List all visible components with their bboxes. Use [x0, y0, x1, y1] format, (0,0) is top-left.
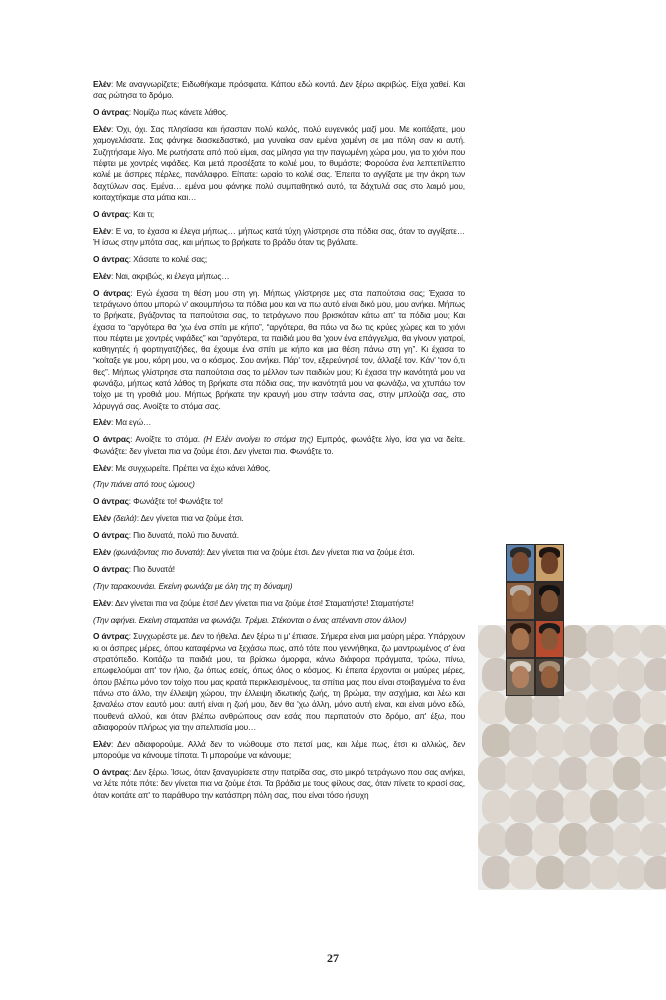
faded-face [478, 691, 507, 724]
line-text: : Δεν γίνεται πια να ζούμε έτσι! Δεν γίνεται πια να ζούμε έτσι! Σταματήστε! Σταματήστε! [111, 597, 414, 608]
speaker-name: Ο άντρας [93, 253, 129, 264]
line-text: : Νομίζω πως κάνετε λάθος. [128, 107, 229, 118]
line-text: : Φωνάξτε το! Φωνάξτε το! [128, 496, 223, 507]
portrait-photo [536, 545, 563, 581]
stage-direction: (φωνάζοντας πιο δυνατά) [111, 547, 203, 557]
faded-face [478, 757, 507, 790]
dialogue-line [93, 226, 465, 249]
speaker-name: Ελέν [93, 124, 112, 135]
portrait-photo [507, 659, 534, 695]
dialogue-line [93, 288, 465, 412]
speaker-name: Ο άντρας [93, 208, 129, 219]
line-text: : Μα εγώ… [111, 417, 152, 428]
faded-face [640, 823, 666, 856]
faded-face [478, 625, 507, 658]
line-text: : Εγώ έχασα τη θέση μου στη γη. Μήπως γλίστρησε μες στα παπούτσια σας; Έχασα το τετράγωνο όπου μπορώ ν' ακουμπήσω τα πόδια μου και να πω αυτό είναι δικό μου, μου ανήκει. Μήπως το βρήκατε, βγάζοντας τα παπούτσια σας, το τετράγωνο που βρισκόταν κάτω απ' τα πόδια μου; Και έχασα το “αργότερα θα 'χω ένα σπίτι με κήπο”, “αργότερα, θα πάω να δω τις κρύες χώρες και το χιόνι που πέφτει με χοντρές νιφάδες” και “αργότερα, τα παιδιά μου θα 'χουν ένα επάγγελμα, θα γίνουν γιατροί, καθηγητές ή φορτηγατζήδες, θα έχουμε ένα σπίτι με κήπο και μια θέση πάνω στη γη”. Κι έχασα το “κοίταξε γιε μου, κόρη μου, να ο κόσμος. Σου ανήκει. Πάρ' τον, εξερεύνησέ τον, άλλαξέ τον. Κάν' 'τον ό,τι θες”. Μήπως γλίστρησε στα παπούτσια σας το μέλλον των παιδιών μου; Κι έχασα την ικανότητά μου να φωνάζω, μήπως κατά λάθος τη βρήκατε στα πόδια σας, την ικανότητά μου να φωνάζω, να χτυπάω τον τοίχο με τη γροθιά μου. Μήπως βρήκατε την κραυγή μου στην τσάντα σας, στην μπλούζα σας, στο λάρυγγά σας. Ανοίξτε το στόμα σας. [93, 287, 465, 411]
page-number: 27 [327, 951, 339, 965]
faded-face [586, 823, 615, 856]
faded-face [509, 724, 538, 757]
line-text: Εμπρός, φωνάξτε λίγο, ίσα για να δείτε. Φωνάξτε: δεν γίνεται πια να ζούμε έτσι. Δεν γίνεται πια. Φωνάξτε το. [93, 434, 466, 456]
line-text: : Δεν γίνεται πια να ζούμε έτσι. Δεν γίνεται πια να ζούμε έτσι. [202, 547, 415, 557]
speaker-name: Ο άντρας [93, 631, 129, 642]
faded-face [617, 724, 646, 757]
speaker-name: Ελέν [93, 597, 112, 608]
dialogue-line [93, 739, 465, 762]
faded-face [617, 658, 646, 691]
dialogue-line [93, 254, 465, 265]
faded-face [563, 856, 592, 889]
faded-face [617, 856, 646, 889]
portrait-strip-image [506, 544, 564, 696]
faded-face [613, 625, 642, 658]
dialogue-line [93, 547, 465, 558]
speaker-name: Ο άντρας [93, 287, 131, 298]
portrait-photo [536, 583, 563, 619]
faded-face [590, 658, 619, 691]
dialogue-line [93, 434, 465, 457]
line-text: : Δεν αδιαφορούμε. Αλλά δεν το νιώθουμε στο πετσί μας, και λέμε πως, έτσι κι αλλιώς, δεν μπορούμε να κάνουμε τίποτα. Τι μπορούμε να κάνουμε; [93, 738, 465, 761]
dialogue-line [93, 598, 465, 609]
line-text: : Χάσατε το κολιέ σας; [128, 253, 208, 264]
dialogue-line [93, 767, 465, 801]
dialogue-line [93, 271, 465, 282]
faded-face [644, 724, 666, 757]
faded-face [613, 823, 642, 856]
faded-face [590, 856, 619, 889]
dialogue-line [93, 463, 465, 474]
dialogue-line [93, 564, 465, 575]
faded-face [482, 790, 511, 823]
portrait-photo [536, 621, 563, 657]
line-text: : Πιο δυνατά! [128, 563, 175, 574]
faded-face [536, 790, 565, 823]
line-text: : Ανοίξτε το στόμα. [130, 434, 204, 445]
dialogue-line [93, 79, 465, 102]
line-text: : Συγχωρέστε με. Δεν το ήθελα. Δεν ξέρω τι μ' έπιασε. Σήμερα είναι μια μαύρη μέρα. Υπάρχουν κι οι άσπρες μέρες, όπου καταφέρνω να ξεχάσω πως, από τότε που γεννήθηκα, ζω μαντρωμένος σ' ένα στρατόπεδο. Κοιτάζω τα παιδιά μου, τα βρίσκω όμορφα, κάνω διάφορα πράγματα, τρώω, πίνω, επωφελούμαι απ' τον ήλιο, ζω όπως εσείς, όπως όλος ο κόσμος. Κι έπειτα έρχονται οι μαύρες μέρες, όπου βλέπω μόνο τον τοίχο που μας κρατά περικλεισμένους, τα σπίτια μας που είναι στοιβαγμένα το ένα πάνω στο άλλο, την έλλειψη χώρου, την έλλειψη ιδιωτικής ζωής, τη βρώμα, την ασχήμια, και λέω και ξαναλέω στον εαυτό μου: αυτή είναι η ζωή μου, δεν θα 'χω άλλη, μόνο αυτή είναι, και είναι μόνο εδώ, πουθενά αλλού, και όταν βλέπω ανθρώπους σαν εσάς που περπατούν στο δρόμο, απ' έξω, που αδιαφορούν πλήρως για την απελπισία μου… [93, 631, 465, 732]
stage-direction: (Την ταρακουνάει. Εκείνη φωνάζει με όλη της τη δύναμη) [93, 580, 293, 591]
dialogue-line [93, 209, 465, 220]
speaker-name: Ελέν [93, 462, 112, 473]
faded-face [478, 823, 507, 856]
faded-face [644, 790, 666, 823]
faded-face [613, 757, 642, 790]
faded-face [617, 790, 646, 823]
portrait-photo [507, 545, 534, 581]
line-text: : Όχι, όχι. Σας πλησίασα και ήσασταν πολύ καλός, πολύ ευγενικός μαζί μου. Με κοιτάξατε, μου χαμογελάσατε. Σας φάνηκε διασκεδαστικό, μια γυναίκα σαν εμένα χαμένη σε μια πόλη σαν κι αυτή. Συζητήσαμε λίγο. Με ρωτήσατε από πού είμαι, σας μίλησα για την παγωμένη χώρα μου, για το χιόνι που πέφτει με χοντρές νιφάδες. Και μετά προσέξατε το κολιέ μου, το θυμάστε; Φορούσα ένα λεπτεπίλεπτο κολιέ με άσπρες πέρλες, πανάλαφρο. Είπατε: ωραίο το κολιέ σας. Έπειτα το αγγίξατε με την άκρη των δαχτύλων σας. Εμένα… εμένα μου φάνηκε πολύ συμπαθητικό αυτό, τα δάχτυλά σας στο λαιμό μου, κοιταχτήκαμε στα μάτια και… [93, 124, 465, 202]
faded-face [536, 856, 565, 889]
line-text: : Ε να, το έχασα κι έλεγα μήπως… μήπως κατά τύχη γλίστρησε στα πόδια σας, όταν το αγγίξατε… Ή ίσως στην μπότα σας, και μήπως το βρήκατε το βράδυ όταν τις βγάλατε. [93, 225, 465, 247]
faded-face [586, 757, 615, 790]
faded-face [590, 724, 619, 757]
faded-face [586, 691, 615, 724]
play-script [93, 79, 465, 806]
faded-face [640, 691, 666, 724]
stage-direction: (δειλά) [111, 513, 137, 524]
line-text: : Ναι, ακριβώς, κι έλεγα μήπως… [111, 270, 230, 281]
faded-face [532, 757, 561, 790]
speaker-name: Ο άντρας [93, 434, 131, 445]
faded-face [640, 757, 666, 790]
faded-face [563, 724, 592, 757]
dialogue-line [93, 496, 465, 507]
line-text: : Και τι; [128, 208, 155, 219]
dialogue-line [93, 107, 465, 118]
portrait-photo [536, 659, 563, 695]
faded-face [644, 856, 666, 889]
faded-face [509, 856, 538, 889]
speaker-name: Ο άντρας [93, 766, 129, 777]
speaker-name: Ελέν [93, 738, 112, 749]
speaker-name: Ελέν [93, 79, 112, 89]
stage-direction: (Την αφήνει. Εκείνη σταματάει να φωνάζει. Τρέμει. Στέκονται ο ένας απέναντι στον άλλον) [93, 614, 407, 625]
speaker-name: Ελέν [93, 417, 112, 428]
faded-face [644, 658, 666, 691]
stage-direction: (Την πιάνει από τους ώμους) [93, 479, 195, 490]
faded-face [640, 625, 666, 658]
faded-face [536, 724, 565, 757]
dialogue-line [93, 513, 465, 524]
faded-face [590, 790, 619, 823]
line-text: : Με συγχωρείτε. Πρέπει να έχω κάνει λάθος. [111, 462, 271, 473]
line-text: : Με αναγνωρίζετε; Ειδωθήκαμε πρόσφατα. Κάπου εδώ κοντά. Δεν ξέρω ακριβώς. Είχα χαθεί. Και σας ρώτησα το δρόμο. [93, 79, 465, 101]
speaker-name: Ο άντρας [93, 563, 129, 574]
faded-face [505, 823, 534, 856]
faded-face [559, 823, 588, 856]
line-text: : Δεν ξέρω. Ίσως, όταν ξαναγυρίσετε στην πατρίδα σας, στο μικρό τετράγωνο που σας ανήκει, να λέτε πότε πότε: δεν γίνεται πια να ζούμε έτσι. Τα βράδια με τους φίλους σας, όταν πίνετε το κρασί σας, όταν κοιτάτε απ' το παράθυρο την κατάσπρη πόλη σας, που είναι τόσο ήσυχη [93, 766, 465, 800]
faded-face [505, 757, 534, 790]
speaker-name: Ελέν [93, 547, 112, 557]
speaker-name: Ελέν [93, 270, 112, 281]
line-text: : Δεν γίνεται πια να ζούμε έτσι. [136, 513, 244, 524]
portrait-photo [507, 583, 534, 619]
faded-face [563, 790, 592, 823]
faded-face [509, 790, 538, 823]
speaker-name: Ο άντρας [93, 107, 129, 118]
speaker-name: Ελέν [93, 225, 112, 236]
faded-face [482, 856, 511, 889]
faded-face [586, 625, 615, 658]
line-text: : Πιο δυνατά, πολύ πιο δυνατά. [128, 530, 239, 541]
portrait-photo [507, 621, 534, 657]
speaker-name: Ελέν [93, 513, 112, 524]
speaker-name: Ο άντρας [93, 530, 129, 541]
faded-face [613, 691, 642, 724]
dialogue-line [93, 631, 465, 733]
dialogue-line [93, 417, 465, 428]
faded-face [482, 724, 511, 757]
faded-face [563, 658, 592, 691]
stage-direction: (Η Ελέν ανοίγει το στόμα της) [203, 434, 314, 445]
dialogue-line [93, 530, 465, 541]
faded-face [532, 823, 561, 856]
dialogue-line [93, 124, 465, 203]
faded-face [559, 757, 588, 790]
speaker-name: Ο άντρας [93, 496, 129, 507]
